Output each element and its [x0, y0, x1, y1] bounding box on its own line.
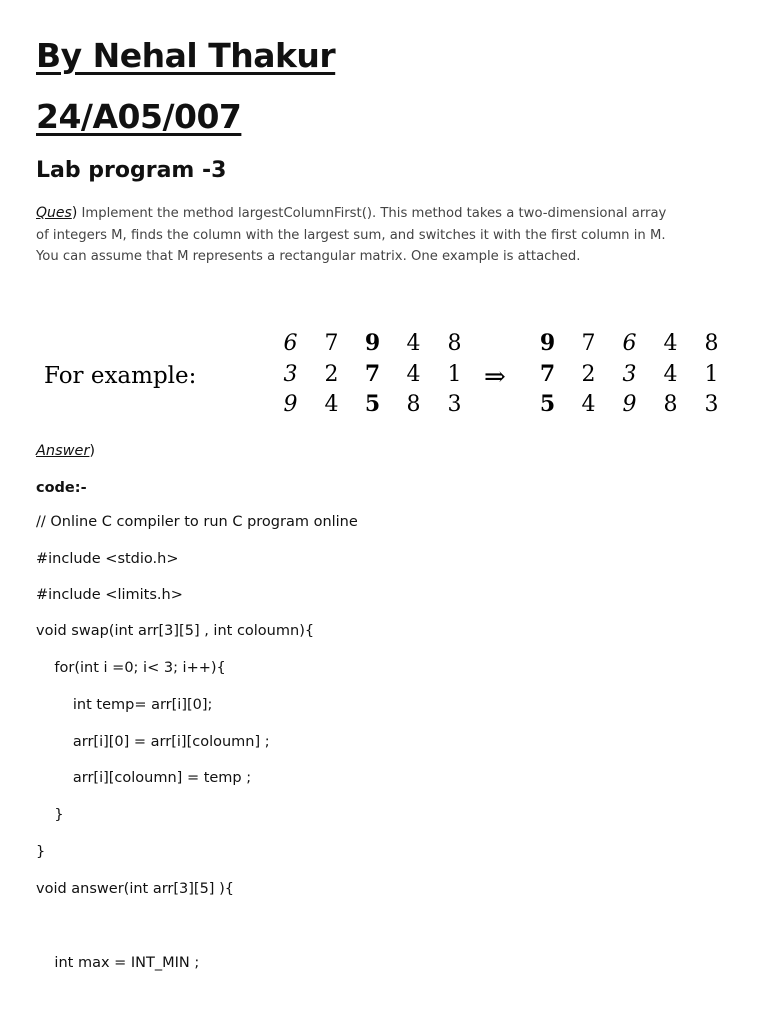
matrix-row	[270, 328, 475, 359]
matrix-cell: 9	[283, 392, 298, 417]
matrix-cell: 3	[622, 361, 637, 387]
matrix-cell: 4	[663, 361, 678, 387]
answer-label: Answer	[36, 443, 90, 459]
matrix-cell: 2	[581, 361, 596, 387]
code-line: void answer(int arr[3][5] ){	[36, 881, 234, 897]
code-line: int max = INT_MIN ;	[36, 955, 200, 971]
matrix-cell: 8	[447, 331, 462, 356]
matrix-row	[527, 359, 732, 390]
implies-arrow: ⇒	[484, 362, 506, 392]
matrix-cell: 4	[406, 331, 421, 356]
matrix-cell: 3	[704, 392, 719, 417]
code-line: // Online C compiler to run C program online	[36, 514, 358, 530]
matrix-cell: 4	[406, 361, 421, 387]
matrix-cell: 4	[324, 392, 339, 417]
matrix-cell: 1	[704, 361, 719, 387]
code-line: arr[i][0] = arr[i][coloumn] ;	[36, 734, 270, 750]
example-label: For example:	[44, 363, 197, 389]
code-line: arr[i][coloumn] = temp ;	[36, 770, 252, 786]
code-line: void swap(int arr[3][5] , int coloumn){	[36, 623, 315, 639]
matrix-cell: 3	[283, 361, 298, 387]
matrix-cell: 2	[324, 361, 339, 387]
matrix-after	[527, 328, 732, 420]
matrix-cell: 7	[539, 360, 556, 387]
matrix-row	[527, 389, 732, 420]
matrix-cell: 4	[581, 392, 596, 417]
code-line: for(int i =0; i< 3; i++){	[36, 660, 226, 676]
question-label: Ques	[36, 205, 72, 221]
matrix-cell: 8	[704, 331, 719, 356]
answer-label-line	[36, 443, 95, 459]
lab-title: Lab program -3	[36, 158, 227, 183]
author-heading: By Nehal Thakur	[36, 36, 336, 75]
question-paragraph	[36, 203, 676, 268]
matrix-cell: 5	[539, 391, 556, 417]
matrix-cell: 9	[364, 330, 381, 356]
code-line: }	[36, 807, 64, 823]
code-line: #include <stdio.h>	[36, 551, 179, 567]
matrix-cell: 7	[581, 331, 596, 356]
question-paren: )	[71, 205, 78, 221]
code-heading: code:-	[36, 480, 87, 496]
matrix-cell: 6	[622, 331, 637, 356]
matrix-cell: 8	[663, 392, 678, 417]
matrix-cell: 3	[447, 392, 462, 417]
matrix-cell: 4	[663, 331, 678, 356]
question-text: Implement the method largestColumnFirst(). This method takes a two-dimensional array of integers M, finds the column with the largest sum, and switches it with the first column in M. You can assume that M represents a rectangular matrix. One example is attached.	[36, 206, 667, 264]
code-line: #include <limits.h>	[36, 587, 183, 603]
matrix-cell: 1	[447, 361, 462, 387]
matrix-cell: 5	[364, 391, 381, 417]
matrix-row	[270, 359, 475, 390]
matrix-cell: 7	[364, 360, 381, 387]
matrix-before	[270, 328, 475, 420]
answer-paren: )	[89, 443, 96, 459]
code-line: }	[36, 844, 46, 860]
example-figure	[36, 328, 736, 428]
matrix-row	[270, 389, 475, 420]
matrix-cell: 6	[283, 331, 298, 356]
matrix-cell: 9	[622, 392, 637, 417]
matrix-cell: 8	[406, 392, 421, 417]
matrix-row	[527, 328, 732, 359]
matrix-cell: 9	[539, 330, 556, 356]
code-line: int temp= arr[i][0];	[36, 697, 213, 713]
matrix-cell: 7	[324, 331, 339, 356]
roll-number-heading: 24/A05/007	[36, 97, 242, 136]
